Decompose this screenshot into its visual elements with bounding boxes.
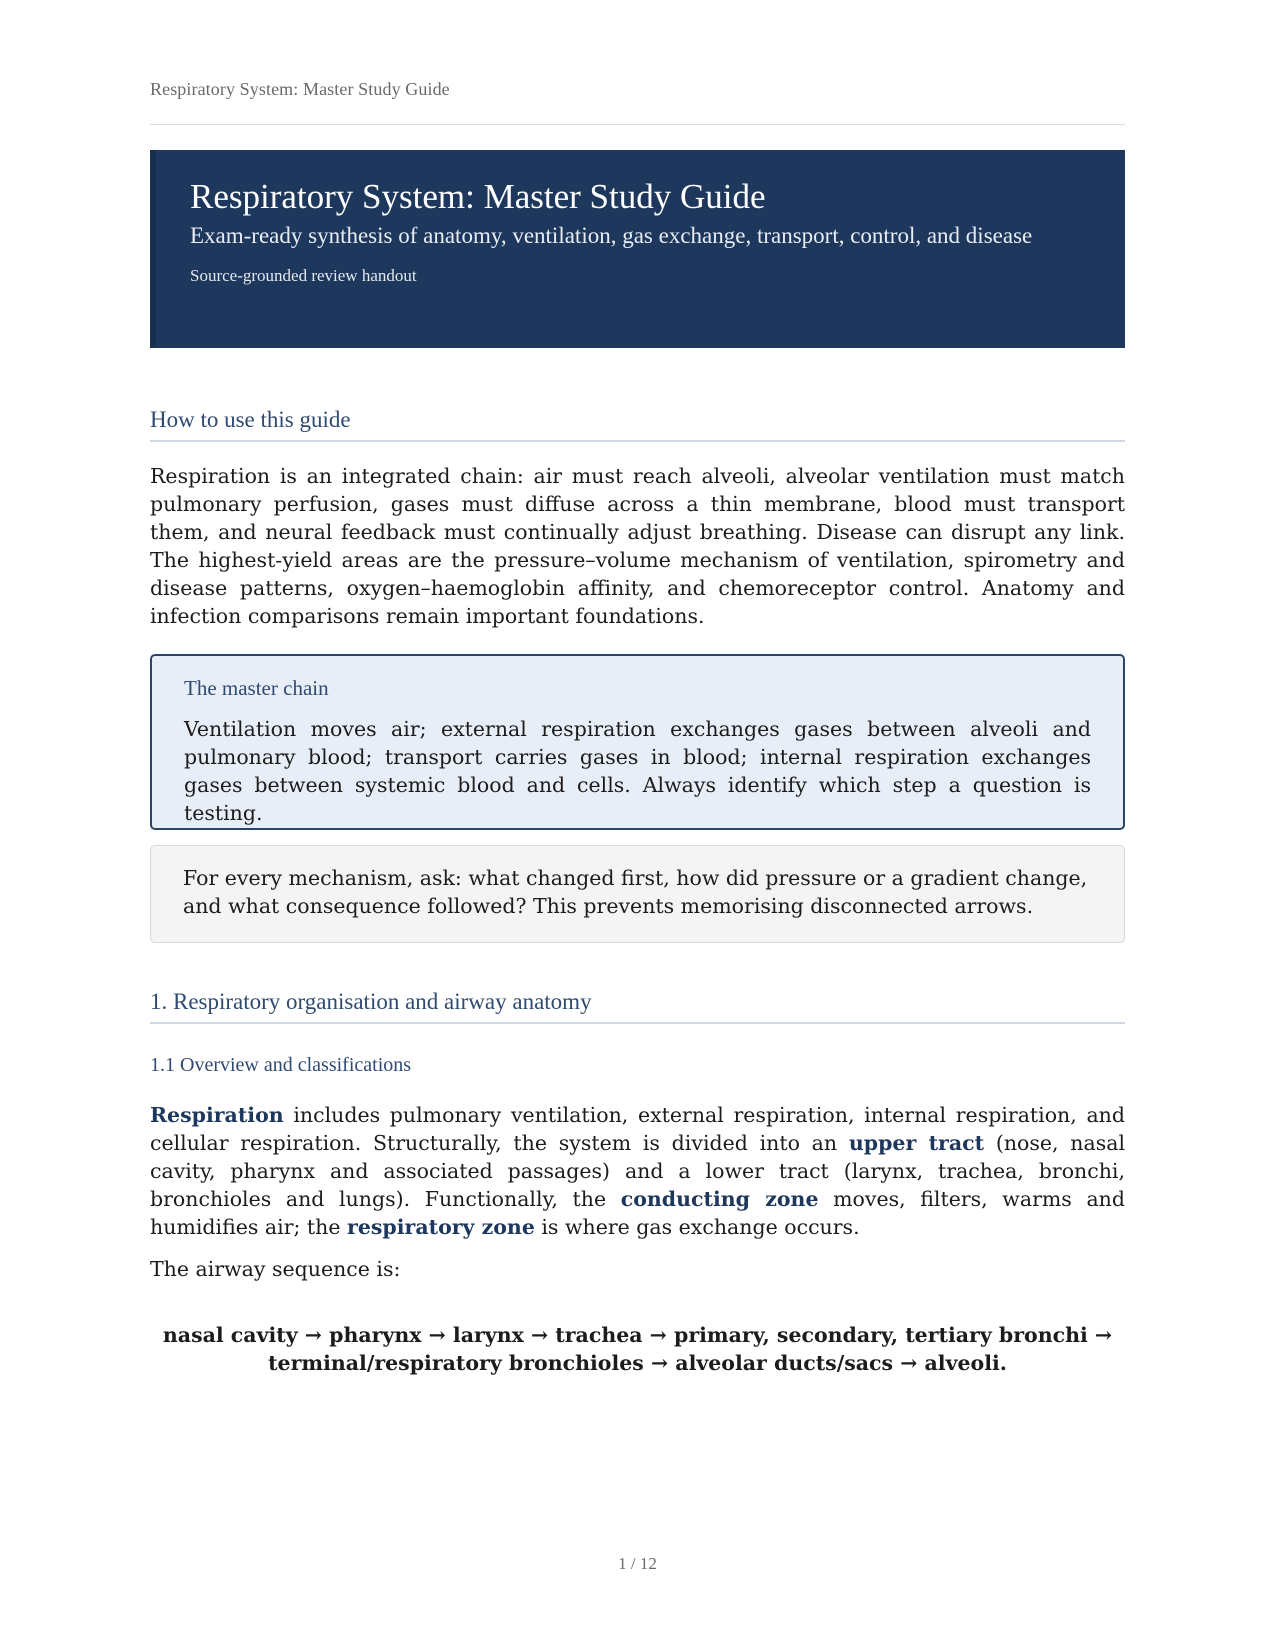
document-title: Respiratory System: Master Study Guide: [190, 177, 766, 216]
overview-text-2: (nose, nasal cavity, pharynx and associated passages) and a lower tract (larynx, trachea, bronchi, bronchioles and lungs). Functionally, the: [150, 1131, 1126, 1211]
term-upper-tract: upper tract: [848, 1131, 985, 1155]
subsection-heading-1-1: 1.1 Overview and classifications: [150, 1054, 412, 1076]
document-tagline: Source-grounded review handout: [190, 266, 417, 285]
term-respiratory-zone: respiratory zone: [347, 1215, 535, 1239]
header-divider: [150, 124, 1125, 125]
callout-text: Ventilation moves air; external respiration exchanges gases between alveoli and pulmonary blood; transport carries gases in blood; internal respiration exchanges gases between systemic blood and cells. Always identify which step a question is testing.: [184, 717, 1091, 825]
overview-text-4: is where gas exchange occurs.: [534, 1215, 860, 1239]
airway-intro: The airway sequence is:: [150, 1257, 401, 1281]
callout-title: The master chain: [184, 676, 329, 700]
term-conducting-zone: conducting zone: [620, 1187, 819, 1211]
intro-paragraph: Respiration is an integrated chain: air must reach alveoli, alveolar ventilation must match pulmonary perfusion, gases must diffuse across a thin membrane, blood must transport them, and neural feedback must continually adjust breathing. Disease can disrupt any link. The highest-yield areas are the pressure–volume mechanism of ventilation, spirometry and disease patterns, oxygen–haemoglobin affinity, and chemoreceptor control. Anatomy and infection comparisons remain important foundations.: [150, 464, 1125, 628]
running-header: Respiratory System: Master Study Guide: [150, 79, 450, 99]
overview-text-1: includes pulmonary ventilation, external respiration, internal respiration, and cellular respiration. Structurally, the system is divided into an: [150, 1103, 1125, 1155]
airway-sequence: nasal cavity → pharynx → larynx → trachea → primary, secondary, tertiary bronchi → terminal/respiratory bronchioles → alveolar ducts/sacs → alveoli.: [162, 1323, 1113, 1375]
title-banner: [150, 150, 1125, 348]
overview-text-3: moves, filters, warms and humidifies air; the: [150, 1187, 1125, 1239]
section-heading-1: 1. Respiratory organisation and airway anatomy: [150, 989, 1125, 1024]
tip-text: For every mechanism, ask: what changed first, how did pressure or a gradient change, and what consequence followed? This prevents memorising disconnected arrows.: [183, 866, 1088, 918]
overview-paragraph: [150, 1101, 1125, 1241]
page-number: 1 / 12: [618, 1554, 657, 1573]
document-subtitle: Exam-ready synthesis of anatomy, ventilation, gas exchange, transport, control, and disease: [190, 223, 1033, 248]
section-heading-how-to-use: How to use this guide: [150, 407, 1125, 442]
master-chain-callout: [150, 654, 1125, 830]
tip-callout: [150, 845, 1125, 943]
term-respiration: Respiration: [150, 1103, 284, 1127]
